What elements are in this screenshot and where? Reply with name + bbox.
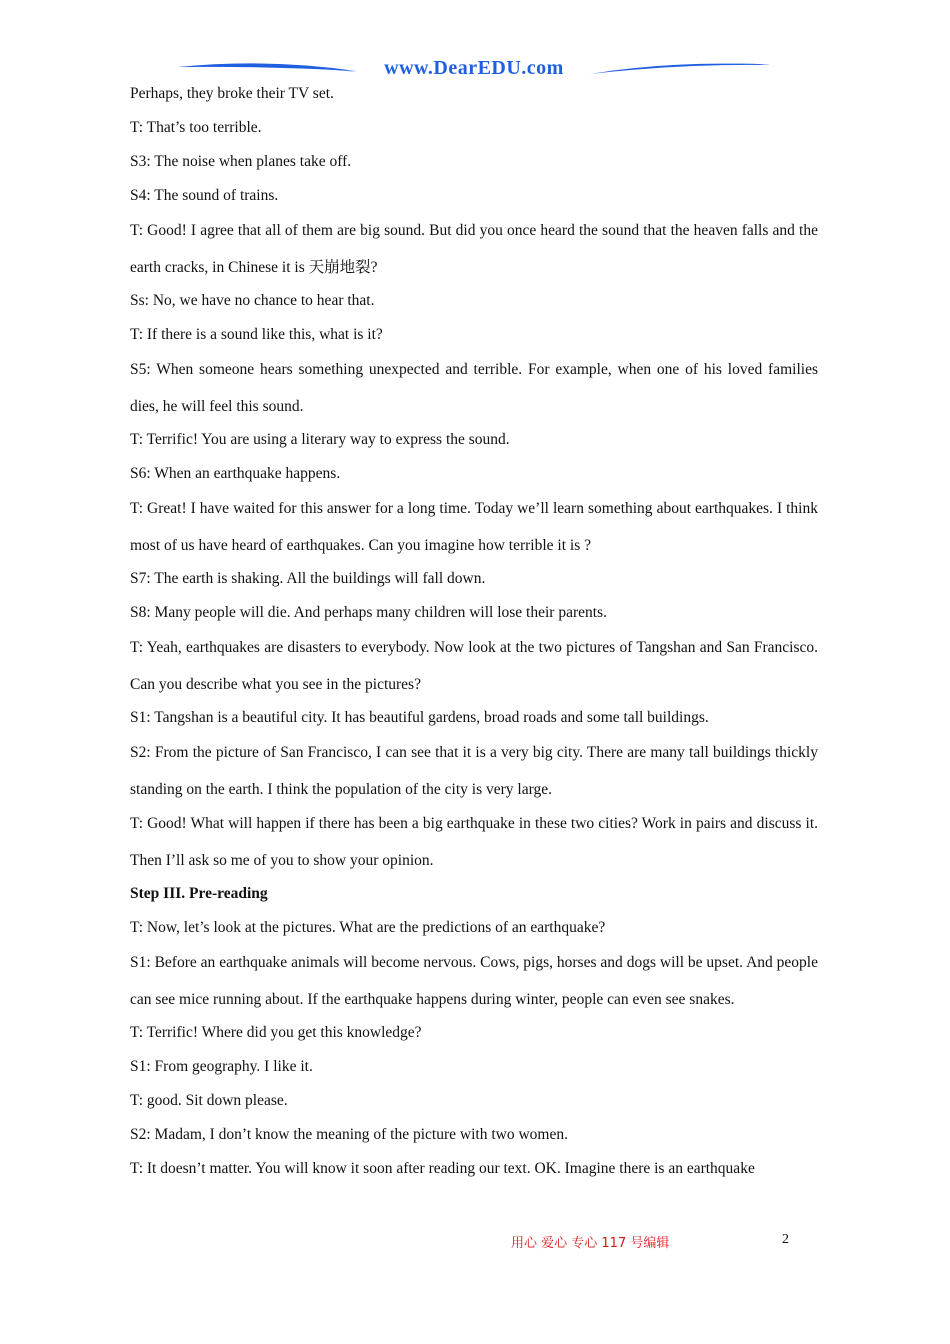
document-body [130,82,818,1191]
section-heading: Step III. Pre-reading [130,885,268,902]
footer-editor-note: 用心 爱心 专心 117 号编辑 [511,1236,670,1251]
paragraph: T: If there is a sound like this, what is it? [130,326,383,343]
paragraph: S4: The sound of trains. [130,187,279,204]
paragraph: T: Terrific! Where did you get this knowledge? [130,1024,422,1041]
paragraph: T: Now, let’s look at the pictures. What are the predictions of an earthquake? [130,919,606,936]
paragraph: Ss: No, we have no chance to hear that. [130,292,375,309]
paragraph: S3: The noise when planes take off. [130,153,352,170]
paragraph: S7: The earth is shaking. All the buildings will fall down. [130,570,486,587]
paragraph: T: Terrific! You are using a literary way to express the sound. [130,431,510,448]
paragraph: S1: From geography. I like it. [130,1058,313,1075]
paragraph: T: Yeah, earthquakes are disasters to everybody. Now look at the two pictures of Tangshan and San Francisco. Can you describe what you see in the pictures? [130,639,818,693]
paragraph: S2: From the picture of San Francisco, I can see that it is a very big city. There are many tall buildings thickly standing on the earth. I think the population of the city is very large. [130,744,818,798]
paragraph: T: good. Sit down please. [130,1092,288,1109]
paragraph: Perhaps, they broke their TV set. [130,85,334,102]
paragraph: S2: Madam, I don’t know the meaning of the picture with two women. [130,1126,568,1143]
paragraph: S1: Tangshan is a beautiful city. It has beautiful gardens, broad roads and some tall buildings. [130,709,709,726]
paragraph: S5: When someone hears something unexpected and terrible. For example, when one of his loved families dies, he will feel this sound. [130,361,818,415]
paragraph: T: Good! What will happen if there has been a big earthquake in these two cities? Work in pairs and discuss it. Then I’ll ask so me of you to show your opinion. [130,815,818,869]
paragraph: T: It doesn’t matter. You will know it soon after reading our text. OK. Imagine there is an earthquake [130,1160,755,1177]
paragraph: S6: When an earthquake happens. [130,465,341,482]
paragraph: S8: Many people will die. And perhaps many children will lose their parents. [130,604,607,621]
paragraph: T: Great! I have waited for this answer for a long time. Today we’ll learn something about earthquakes. I think most of us have heard of earthquakes. Can you imagine how terrible it is ? [130,500,818,554]
site-logo: www.DearEDU.com [384,57,564,79]
page-number: 2 [782,1232,789,1247]
paragraph: S1: Before an earthquake animals will become nervous. Cows, pigs, horses and dogs will be upset. And people can see mice running about. If the earthquake happens during winter, people can even see snakes. [130,954,818,1008]
paragraph: T: Good! I agree that all of them are big sound. But did you once heard the sound that the heaven falls and the earth cracks, in Chinese it is 天崩地裂? [130,222,818,276]
paragraph: T: That’s too terrible. [130,119,262,136]
